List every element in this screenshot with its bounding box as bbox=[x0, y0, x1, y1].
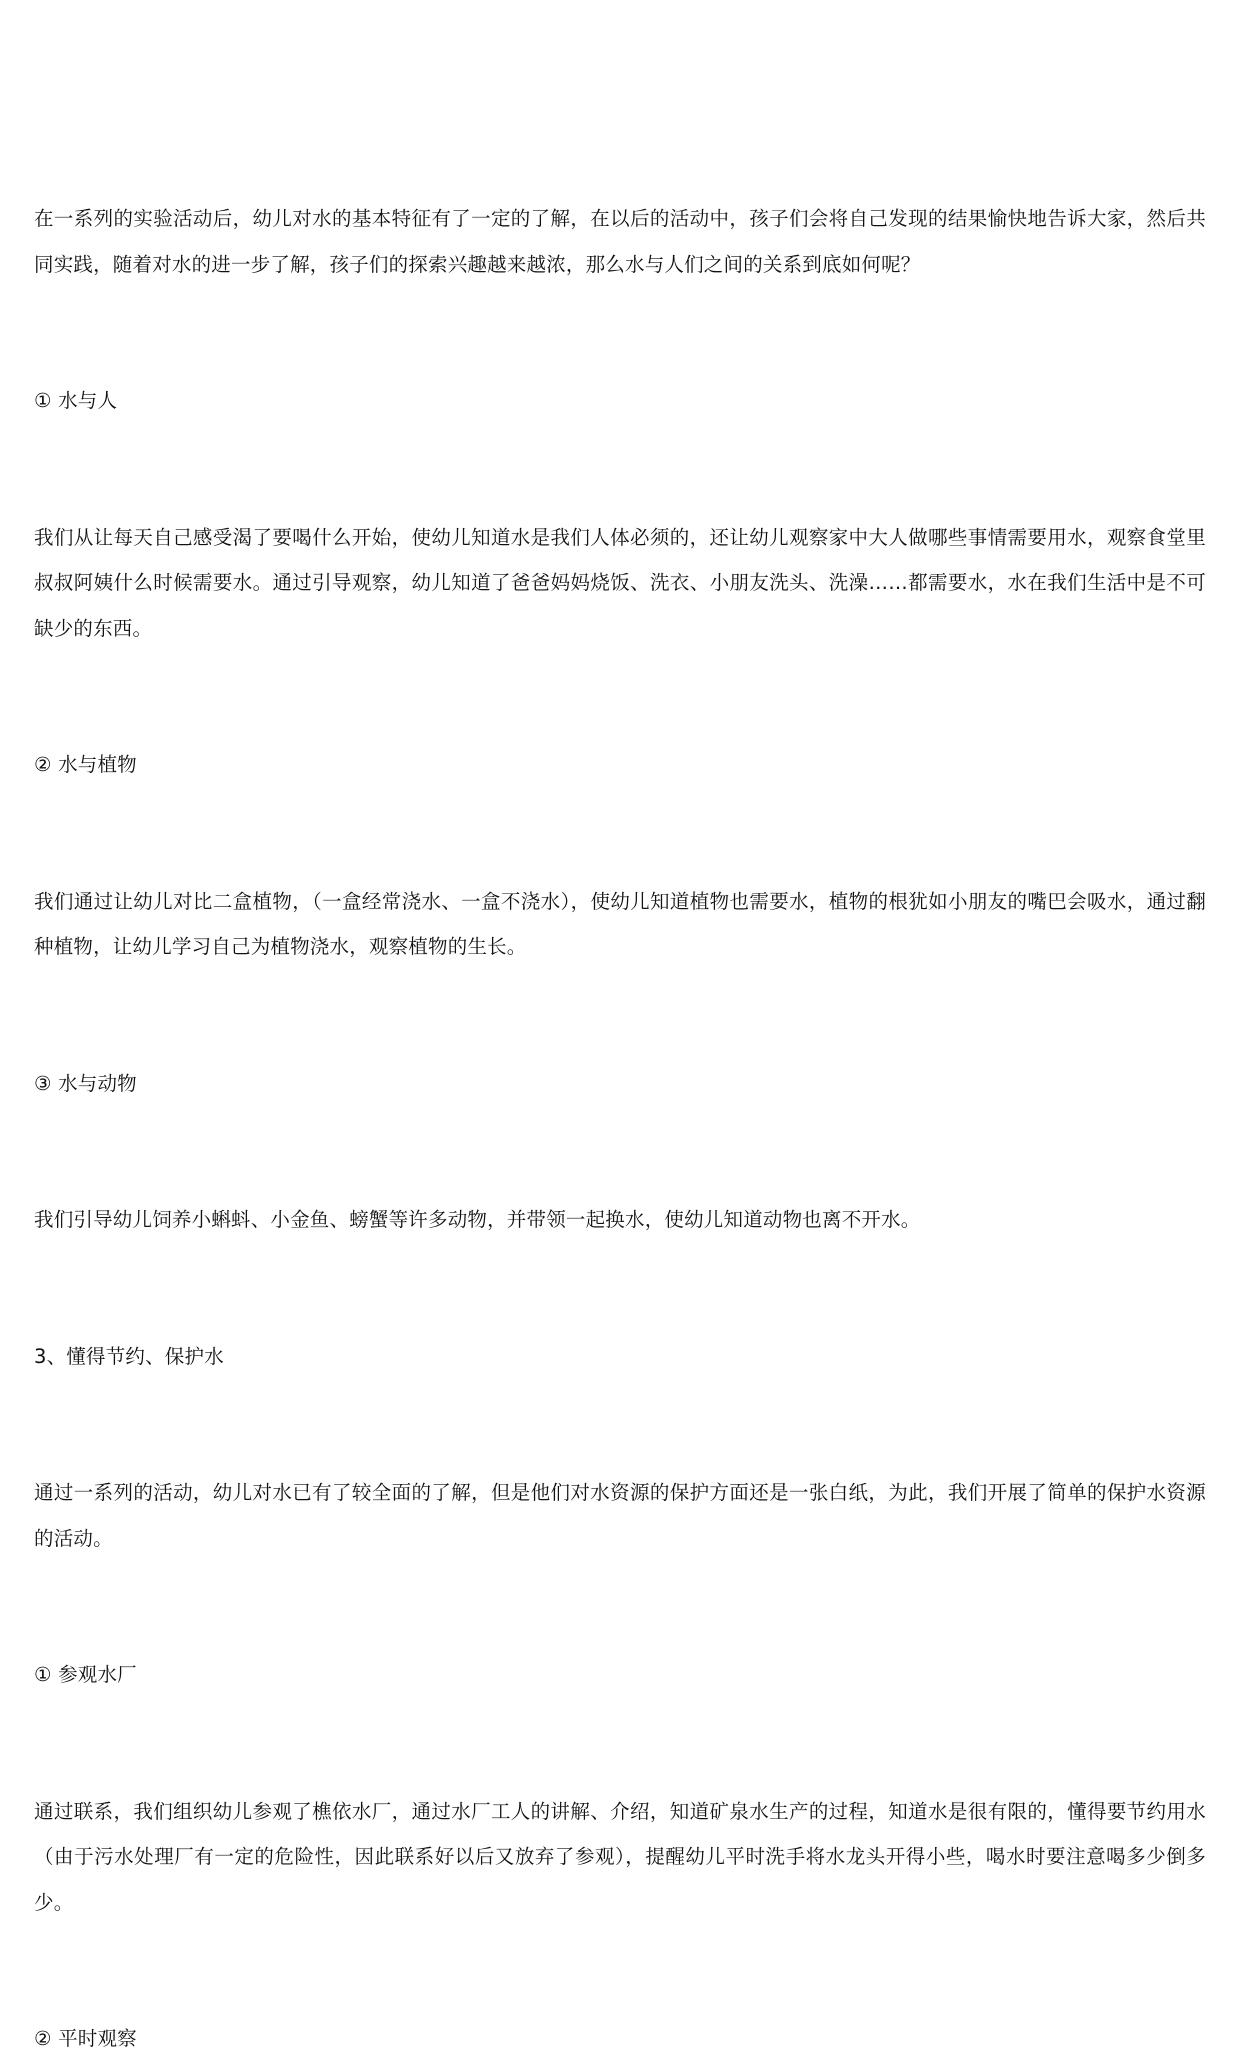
spacer bbox=[34, 970, 1206, 1061]
paragraph-water-and-animals: 我们引导幼儿饲养小蝌蚪、小金鱼、螃蟹等许多动物，并带领一起换水，使幼儿知道动物也离不开水。 bbox=[34, 1208, 921, 1231]
spacer bbox=[34, 1925, 1206, 2016]
spacer bbox=[34, 1106, 1206, 1197]
spacer bbox=[34, 1561, 1206, 1652]
intro-paragraph: 在一系列的实验活动后，幼儿对水的基本特征有了一定的了解，在以后的活动中，孩子们会将自己发现的结果愉快地告诉大家，然后共同实践，随着对水的进一步了解，孩子们的探索兴趣越来越浓，那么水与人们之间的关系到底如何呢？ bbox=[34, 207, 1206, 276]
section-heading-daily-observation: ② 平时观察 bbox=[34, 2027, 137, 2050]
spacer bbox=[34, 287, 1206, 378]
section-heading-water-and-plants: ② 水与植物 bbox=[34, 753, 137, 776]
section-heading-visit-water-plant: ① 参观水厂 bbox=[34, 1663, 137, 1686]
section-heading-water-and-people: ① 水与人 bbox=[34, 389, 118, 412]
paragraph-water-and-plants: 我们通过让幼儿对比二盒植物，（一盒经常浇水、一盒不浇水），使幼儿知道植物也需要水，植物的根犹如小朋友的嘴巴会吸水，通过翻种植物，让幼儿学习自己为植物浇水，观察植物的生长。 bbox=[34, 889, 1206, 958]
document-body bbox=[34, 196, 1206, 2062]
spacer bbox=[34, 1243, 1206, 1334]
spacer bbox=[34, 651, 1206, 742]
spacer bbox=[34, 1698, 1206, 1789]
spacer bbox=[34, 1379, 1206, 1470]
spacer bbox=[34, 788, 1206, 879]
spacer bbox=[34, 424, 1206, 515]
paragraph-water-and-people: 我们从让每天自己感受渴了要喝什么开始，使幼儿知道水是我们人体必须的，还让幼儿观察家中大人做哪些事情需要用水，观察食堂里叔叔阿姨什么时候需要水。通过引导观察，幼儿知道了爸爸妈妈烧饭、洗衣、小朋友洗头、洗澡……都需要水，水在我们生活中是不可缺少的东西。 bbox=[34, 525, 1206, 640]
paragraph-save-water: 通过一系列的活动，幼儿对水已有了较全面的了解，但是他们对水资源的保护方面还是一张白纸，为此，我们开展了简单的保护水资源的活动。 bbox=[34, 1481, 1206, 1550]
section-heading-water-and-animals: ③ 水与动物 bbox=[34, 1071, 137, 1095]
section-heading-save-water: 3、懂得节约、保护水 bbox=[34, 1344, 224, 1368]
paragraph-visit-water-plant: 通过联系，我们组织幼儿参观了樵依水厂，通过水厂工人的讲解、介绍，知道矿泉水生产的过程，知道水是很有限的，懂得要节约用水（由于污水处理厂有一定的危险性，因此联系好以后又放弃了参观），提醒幼儿平时洗手将水龙头开得小些，喝水时要注意喝多少倒多少。 bbox=[34, 1799, 1206, 1914]
